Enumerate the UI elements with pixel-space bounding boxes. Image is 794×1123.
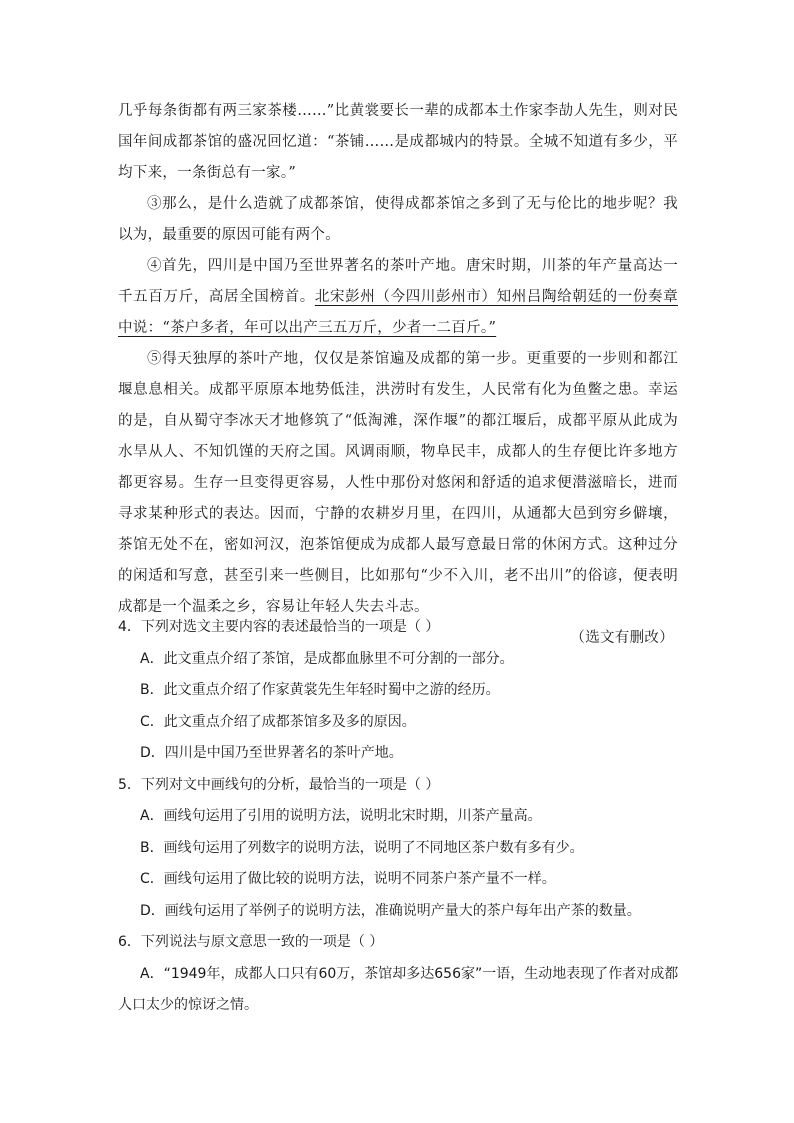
passage-paragraph-3: ③那么，是什么造就了成都茶馆，使得成都茶馆之多到了无与伦比的地步呢？我以为，最重要的原因可能有两个。 — [118, 196, 678, 243]
question-6-option-a-continued: 人口太少的惊讶之情。 — [118, 997, 258, 1013]
passage-paragraph-5: ⑤得天独厚的茶叶产地，仅仅是茶馆遍及成都的第一步。更重要的一步则和都江堰息息相关。成都平原原本地势低洼，洪涝时有发生，人民常有化为鱼鳖之患。幸运的是，自从蜀守李冰天才地修筑了“低淘滩，深作堰”的都江堰后，成都平原从此成为水旱从人、不知饥馑的天府之国。风调雨顺，物阜民丰，成都人的生存便比许多地方都更容易。生存一旦变得更容易，人性中那份对悠闲和舒适的追求便潜滋暗长，进而寻求某种形式的表达。因而，宁静的农耕岁月里，在四川，从通都大邑到穷乡僻壤，茶馆无处不在，密如河汉，泡茶馆便成为成都人最写意最日常的休闲方式。这种过分的闲适和写意，甚至引来一些侧目，比如那句“少不入川，老不出川”的俗谚，便表明成都是一个温柔之乡，容易让年轻人失去斗志。 — [118, 351, 678, 615]
question-5-option-b[interactable]: B．画线句运用了列数字的说明方法，说明了不同地区茶户数有多有少。 — [140, 839, 584, 856]
reading-passage — [118, 96, 678, 654]
question-4-option-d[interactable]: D．四川是中国乃至世界著名的茶叶产地。 — [140, 745, 403, 761]
question-6-option-a[interactable]: A．“1949年，成都人口只有60万，茶馆却多达656家”一语，生动地表现了作者对成都 — [140, 965, 679, 982]
question-4-stem: 4．下列对选文主要内容的表述最恰当的一项是（ ） — [118, 619, 440, 635]
question-5-stem: 5．下列对文中画线句的分析，最恰当的一项是（ ） — [118, 776, 440, 793]
question-4-option-c[interactable]: C．此文重点介绍了成都茶馆多及多的原因。 — [140, 713, 416, 730]
underlined-sentence: 北宋彭州（今四川彭州市）知州吕陶给朝廷的一份奏章中说：“茶户多者，年可以出产三五万斤，少者一二百斤。” — [118, 289, 678, 336]
question-6-stem: 6．下列说法与原文意思一致的一项是（ ） — [118, 934, 384, 950]
question-4-option-a[interactable]: A．此文重点介绍了茶馆，是成都血脉里不可分割的一部分。 — [140, 650, 514, 667]
question-4-option-b[interactable]: B．此文重点介绍了作家黄裳先生年轻时蜀中之游的经历。 — [140, 682, 500, 698]
source-note: （选文有删改） — [570, 630, 674, 646]
paragraph-4-text: ④首先，四川是中国乃至世界著名的茶叶产地。唐宋时期，川茶的年产量高达一千五百万斤，高居全国榜首。 — [118, 258, 678, 305]
passage-paragraph-4 — [118, 251, 678, 344]
question-list — [118, 612, 684, 1022]
question-5-option-c[interactable]: C．画线句运用了做比较的说明方法，说明不同茶户茶产量不一样。 — [140, 871, 556, 887]
question-5-option-d[interactable]: D．画线句运用了举例子的说明方法，准确说明产量大的茶户每年出产茶的数量。 — [140, 902, 641, 919]
passage-paragraph-2-end: 几乎每条街都有两三家茶楼……”比黄裳要长一辈的成都本土作家李劼人先生，则对民国年间成都茶馆的盛况回忆道：“茶铺……是成都城内的特景。全城不知道有多少，平均下来，一条街总有一家。” — [118, 103, 678, 181]
question-5-option-a[interactable]: A．画线句运用了引用的说明方法，说明北宋时期，川茶产量高。 — [140, 808, 542, 824]
